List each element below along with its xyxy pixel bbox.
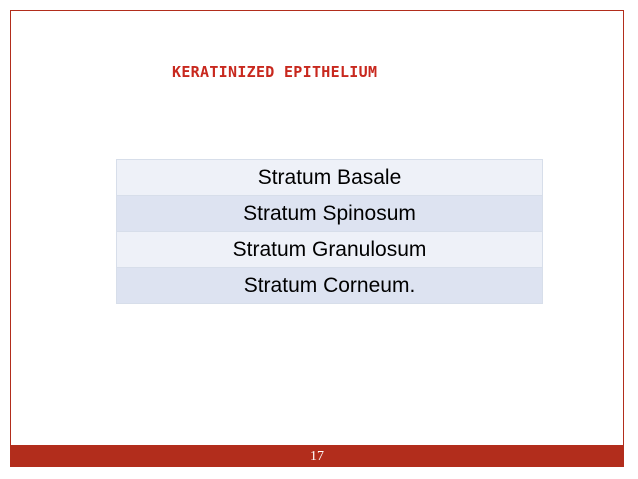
layer-cell-stratum-corneum: Stratum Corneum. [117, 268, 543, 304]
page-number: 17 [310, 449, 324, 464]
table-row [117, 160, 543, 196]
layer-cell-stratum-granulosum: Stratum Granulosum [117, 232, 543, 268]
slide-title: KERATINIZED EPITHELIUM [172, 63, 378, 81]
layer-cell-stratum-spinosum: Stratum Spinosum [117, 196, 543, 232]
table-row [117, 232, 543, 268]
layer-cell-stratum-basale: Stratum Basale [117, 160, 543, 196]
epithelium-layers-table [116, 159, 543, 304]
footer-bar [10, 445, 624, 467]
table-row [117, 196, 543, 232]
table-row [117, 268, 543, 304]
